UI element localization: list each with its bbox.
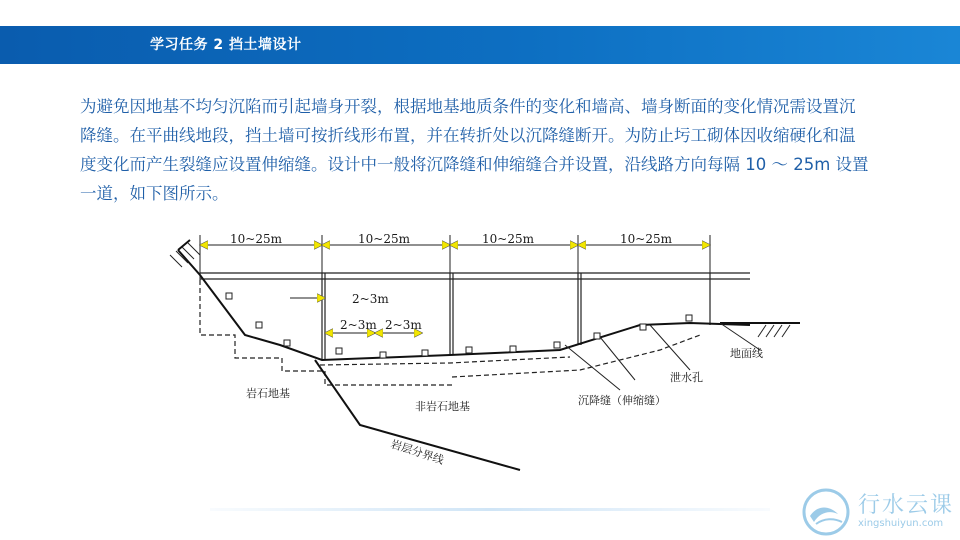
segment-label-2: 10~25m: [358, 232, 410, 246]
road-surface: [200, 273, 750, 279]
drain-hole-label: 泄水孔: [670, 371, 703, 384]
gap-label-left: 2~3m: [340, 318, 377, 332]
segment-label-1: 10~25m: [230, 232, 282, 246]
non-rock-foundation-label: 非岩石地基: [415, 400, 470, 413]
rock-boundary-label: 岩层分界线: [389, 437, 446, 467]
rock-foundation-label: 岩石地基: [246, 387, 290, 400]
drain-holes: [226, 293, 692, 358]
gap-label-main: 2~3m: [352, 292, 389, 306]
page-title: 学习任务 2 挡土墙设计: [150, 37, 302, 53]
wall-face: [178, 240, 800, 360]
segment-label-3: 10~25m: [482, 232, 534, 246]
logo-name: 行水云课: [858, 493, 955, 518]
logo-url: xingshuiyun.com: [858, 518, 944, 529]
gap-label-right: 2~3m: [385, 318, 422, 332]
header-bar: [0, 26, 960, 64]
retaining-wall-diagram: [160, 225, 800, 475]
body-paragraph: 为避免因地基不均匀沉陷而引起墙身开裂，根据地基地质条件的变化和墙高、墙身断面的变化情况需设置沉降缝。在平曲线地段，挡土墙可按折线形布置，并在转折处以沉降缝断开。为防止圬工砌体因收缩硬化和温度变化而产生裂缝应设置伸缩缝。设计中一般将沉降缝和伸缩缝合并设置，沿线路方向每隔 10 ～ 25m 设置一道，如下图所示。: [80, 97, 869, 203]
segment-label-4: 10~25m: [620, 232, 672, 246]
wave-logo-icon: [800, 484, 856, 540]
brand-logo: [800, 484, 960, 540]
ground-line-label: 地面线: [730, 347, 763, 360]
footer-divider: [210, 508, 770, 511]
settlement-joint-label: 沉降缝（伸缩缝）: [578, 394, 666, 407]
